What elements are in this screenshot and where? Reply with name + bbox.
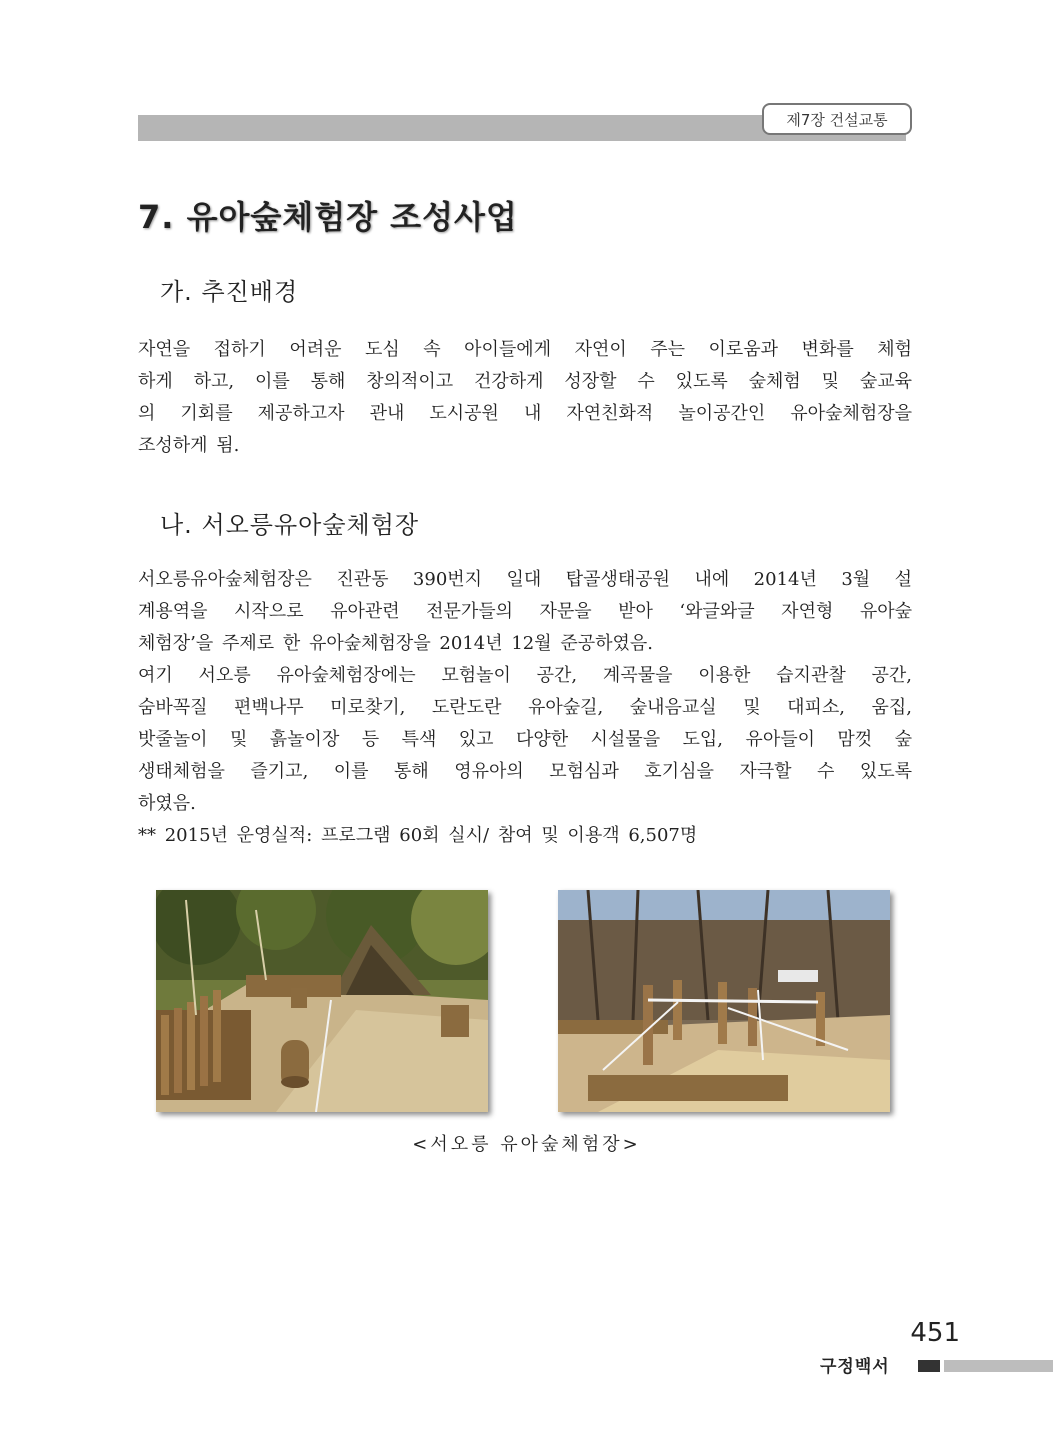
paragraph-line: 계용역을 시작으로 유아관련 전문가들의 자문을 받아 ‘와글와글 자연형 유아숲 xyxy=(138,601,912,622)
footer-bar-light xyxy=(944,1360,1053,1372)
paragraph-line: 밧줄놀이 및 흙놀이장 등 특색 있고 다양한 시설물을 도입, 유아들이 맘껏 숲 xyxy=(138,729,912,750)
page-number: 451 xyxy=(910,1318,960,1348)
background-paragraph xyxy=(138,334,912,462)
subsection-title-seooreung: 나. 서오릉유아숲체험장 xyxy=(160,511,420,539)
figure-caption: <서오릉 유아숲체험장> xyxy=(412,1134,641,1155)
operation-stats-line: ** 2015년 운영실적: 프로그램 60회 실시/ 참여 및 이용객 6,507명 xyxy=(138,825,698,846)
paragraph-line: 여기 서오릉 유아숲체험장에는 모험놀이 공간, 계곡물을 이용한 습지관찰 공간, xyxy=(138,665,912,686)
seooreung-paragraph xyxy=(138,564,912,852)
subsection-title-background: 가. 추진배경 xyxy=(160,278,299,306)
paragraph-line: 조성하게 됨. xyxy=(138,435,240,456)
forest-playground-image-1 xyxy=(156,890,488,1112)
footer-bar-dark xyxy=(918,1360,940,1372)
forest-playground-image-2 xyxy=(558,890,890,1112)
paragraph-line: 의 기회를 제공하고자 관내 도시공원 내 자연친화적 놀이공간인 유아숲체험장을 xyxy=(138,403,912,424)
paragraph-line: 숨바꼭질 편백나무 미로찾기, 도란도란 유아숲길, 숲내음교실 및 대피소, 움집, xyxy=(138,697,912,718)
forest-playground-photo-1 xyxy=(156,890,488,1112)
paragraph-line: 하였음. xyxy=(138,793,196,814)
section-title: 7. 유아숲체험장 조성사업 xyxy=(138,198,518,236)
footer-label: 구정백서 xyxy=(820,1357,890,1377)
chapter-tab: 제7장 건설교통 xyxy=(762,103,912,135)
forest-playground-photo-2 xyxy=(558,890,890,1112)
paragraph-line: 자연을 접하기 어려운 도심 속 아이들에게 자연이 주는 이로움과 변화를 체험 xyxy=(138,339,912,360)
paragraph-line: 생태체험을 즐기고, 이를 통해 영유아의 모험심과 호기심을 자극할 수 있도록 xyxy=(138,761,912,782)
paragraph-line: 서오릉유아숲체험장은 진관동 390번지 일대 탑골생태공원 내에 2014년 3월 설 xyxy=(138,569,912,590)
paragraph-line: 하게 하고, 이를 통해 창의적이고 건강하게 성장할 수 있도록 숲체험 및 숲교육 xyxy=(138,371,912,392)
paragraph-line: 체험장’을 주제로 한 유아숲체험장을 2014년 12월 준공하였음. xyxy=(138,633,654,654)
